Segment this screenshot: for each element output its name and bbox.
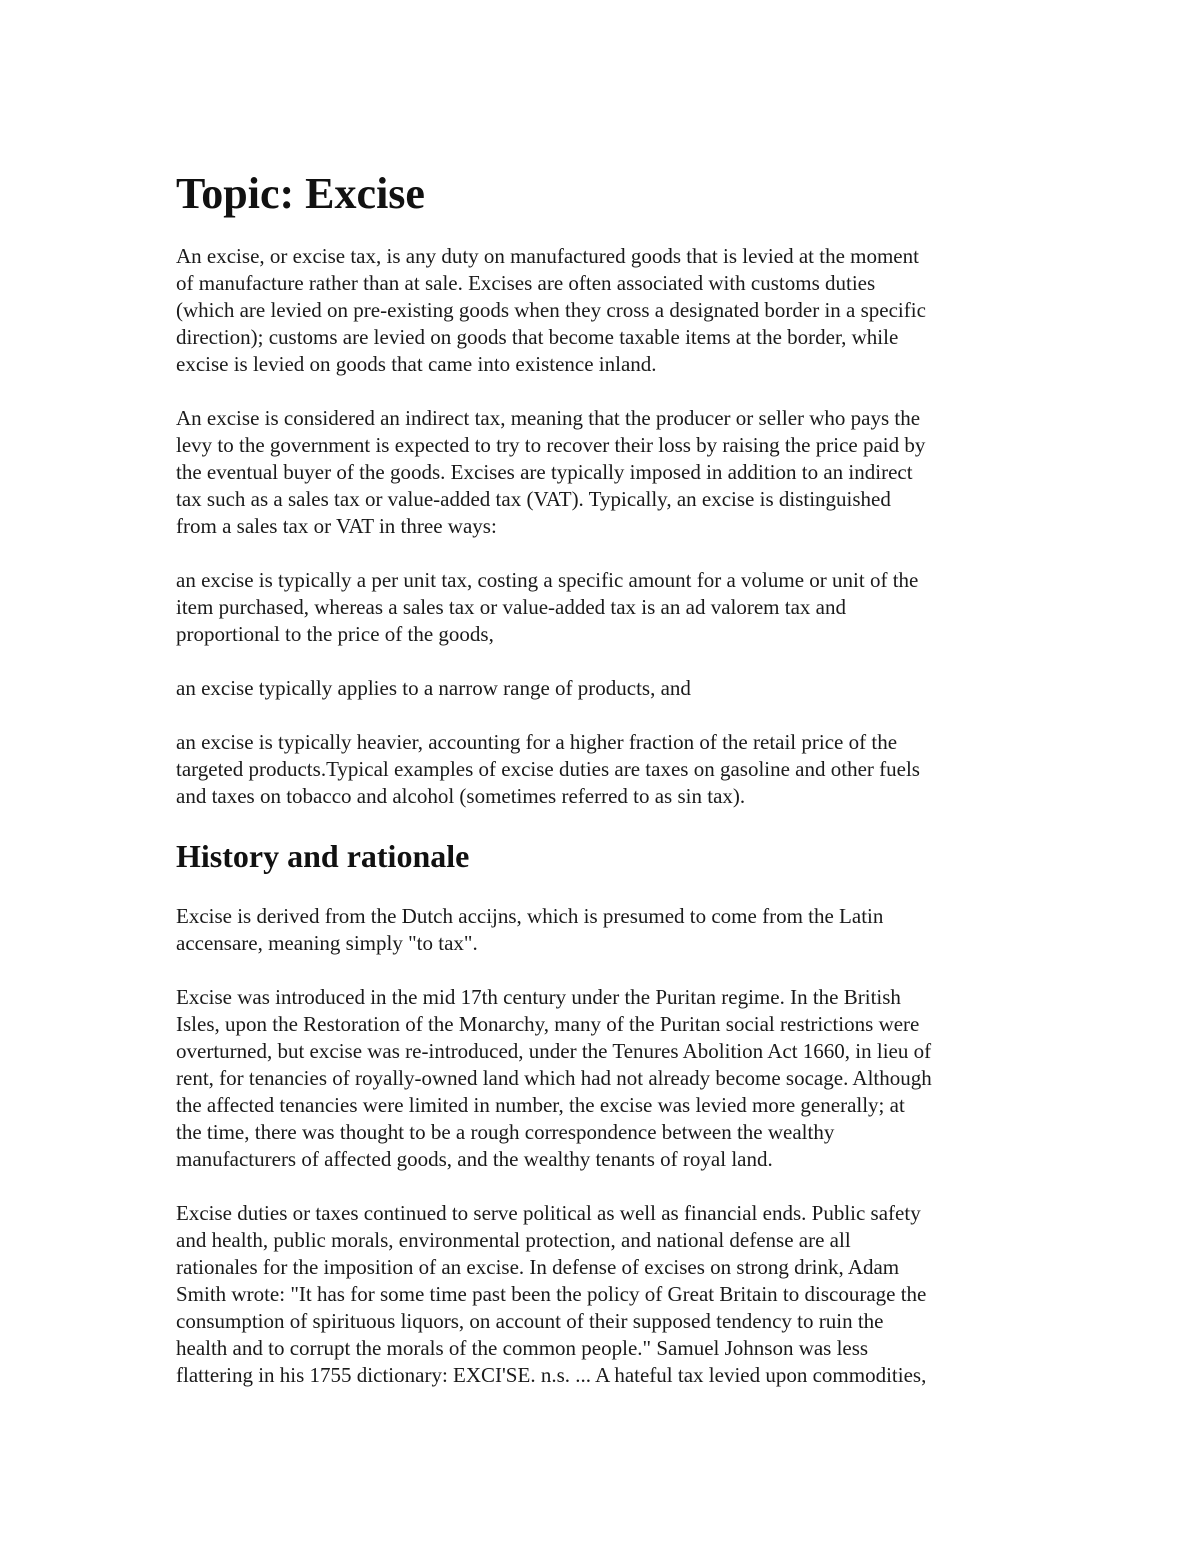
paragraph-line: tax such as a sales tax or value-added tax (VAT). Typically, an excise is distinguished bbox=[176, 486, 891, 511]
paragraph bbox=[176, 675, 1036, 702]
document-page bbox=[176, 168, 1036, 1416]
paragraph-line: of manufacture rather than at sale. Excises are often associated with customs duties bbox=[176, 270, 876, 295]
section-heading: History and rationale bbox=[176, 837, 470, 874]
paragraph-line: Excise was introduced in the mid 17th century under the Puritan regime. In the British bbox=[176, 985, 901, 1010]
paragraph-line: the affected tenancies were limited in number, the excise was levied more generally; at bbox=[176, 1093, 905, 1118]
paragraph-line: direction); customs are levied on goods that become taxable items at the border, while bbox=[176, 324, 899, 349]
paragraph-line: manufacturers of affected goods, and the wealthy tenants of royal land. bbox=[176, 1147, 773, 1172]
paragraph-line: proportional to the price of the goods, bbox=[176, 621, 494, 646]
paragraph-line: the time, there was thought to be a rough correspondence between the wealthy bbox=[176, 1120, 835, 1145]
paragraph-line: from a sales tax or VAT in three ways: bbox=[176, 513, 497, 538]
paragraph-line: Excise duties or taxes continued to serve political as well as financial ends. Public safety bbox=[176, 1201, 921, 1226]
page-title: Topic: Excise bbox=[176, 169, 425, 218]
paragraph bbox=[176, 567, 1036, 648]
paragraph-line: health and to corrupt the morals of the common people." Samuel Johnson was less bbox=[176, 1336, 869, 1361]
paragraph bbox=[176, 729, 1036, 810]
paragraph-line: Isles, upon the Restoration of the Monarchy, many of the Puritan social restrictions were bbox=[176, 1012, 920, 1037]
paragraph-line: (which are levied on pre-existing goods when they cross a designated border in a specific bbox=[176, 297, 926, 322]
paragraph bbox=[176, 1200, 1036, 1389]
paragraph-line: an excise is typically heavier, accounting for a higher fraction of the retail price of the bbox=[176, 729, 898, 754]
paragraph bbox=[176, 903, 1036, 957]
paragraph-line: an excise is typically a per unit tax, costing a specific amount for a volume or unit of the bbox=[176, 567, 919, 592]
paragraph-line: An excise is considered an indirect tax, meaning that the producer or seller who pays the bbox=[176, 405, 921, 430]
intro-section bbox=[176, 243, 1036, 810]
paragraph-line: Smith wrote: "It has for some time past been the policy of Great Britain to discourage the bbox=[176, 1282, 927, 1307]
paragraph-line: consumption of spirituous liquors, on account of their supposed tendency to ruin the bbox=[176, 1309, 884, 1334]
paragraph bbox=[176, 243, 1036, 378]
paragraph-line: and taxes on tobacco and alcohol (sometimes referred to as sin tax). bbox=[176, 783, 746, 808]
paragraph-line: Excise is derived from the Dutch accijns, which is presumed to come from the Latin bbox=[176, 904, 884, 929]
paragraph-line: An excise, or excise tax, is any duty on manufactured goods that is levied at the moment bbox=[176, 243, 919, 268]
paragraph-line: rationales for the imposition of an excise. In defense of excises on strong drink, Adam bbox=[176, 1255, 900, 1280]
paragraph-line: flattering in his 1755 dictionary: EXCI'SE. n.s. ... A hateful tax levied upon commodities, bbox=[176, 1363, 927, 1388]
paragraph-line: targeted products.Typical examples of excise duties are taxes on gasoline and other fuels bbox=[176, 756, 920, 781]
paragraph-line: levy to the government is expected to try to recover their loss by raising the price paid by bbox=[176, 432, 926, 457]
paragraph-line: item purchased, whereas a sales tax or value-added tax is an ad valorem tax and bbox=[176, 594, 846, 619]
history-section bbox=[176, 903, 1036, 1389]
paragraph-line: overturned, but excise was re-introduced, under the Tenures Abolition Act 1660, in lieu of bbox=[176, 1039, 932, 1064]
paragraph-line: excise is levied on goods that came into existence inland. bbox=[176, 351, 657, 376]
paragraph-line: the eventual buyer of the goods. Excises are typically imposed in addition to an indirect bbox=[176, 459, 913, 484]
paragraph bbox=[176, 405, 1036, 540]
paragraph-line: and health, public morals, environmental protection, and national defense are all bbox=[176, 1228, 851, 1253]
paragraph-line: an excise typically applies to a narrow range of products, and bbox=[176, 675, 691, 700]
paragraph bbox=[176, 984, 1036, 1173]
paragraph-line: accensare, meaning simply "to tax". bbox=[176, 931, 478, 956]
paragraph-line: rent, for tenancies of royally-owned land which had not already become socage. Although bbox=[176, 1066, 932, 1091]
